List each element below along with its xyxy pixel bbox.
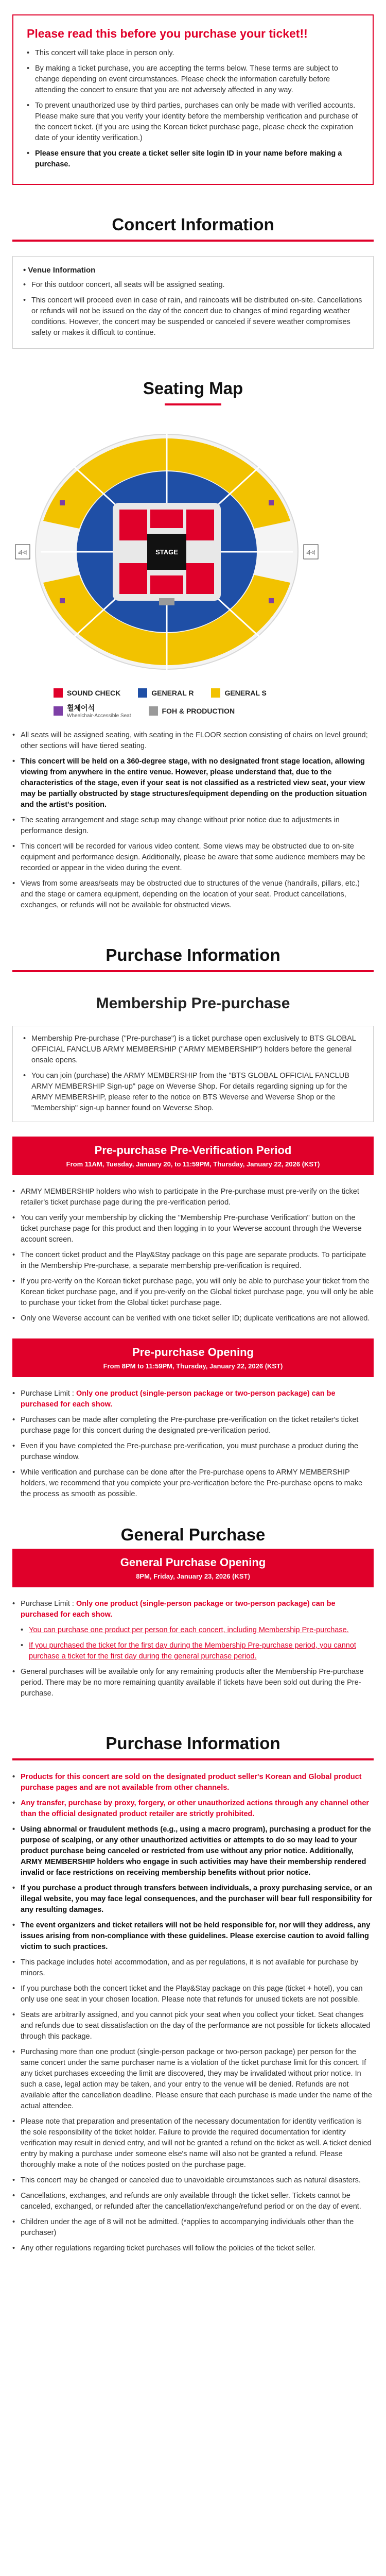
list-item: • Purchases can be made after completing the Pre-purchase pre-verification on the ticket retailer's ticket purchase page for this concert during the designated pre-verification period. <box>12 1415 374 1436</box>
general-list <box>12 1599 374 1699</box>
list-item: • To prevent unauthorized use by third parties, purchases can only be made with verified accounts. Please make sure that you verify your identity before the membership verification and purchase of the concert ticket. (If you are using the Korean ticket purchase page, please check the expiration date of your identity verification.) <box>27 100 359 144</box>
legend-item <box>54 703 131 719</box>
section-title: Concert Information <box>112 215 274 234</box>
list-item: • For this outdoor concert, all seats will be assigned seating. <box>23 280 363 291</box>
list-item: • Products for this concert are sold on the designated product seller's Korean and Global product purchase pages and are not available from other channels. <box>12 1772 374 1793</box>
legend-label: 휠체어석 Wheelchair-Accessible Seat <box>67 704 131 719</box>
legend-label: SOUND CHECK <box>67 689 121 697</box>
section-divider <box>12 970 374 972</box>
seating-map-image <box>12 423 321 681</box>
section-title: Purchase Information <box>106 945 280 964</box>
list-item: • Cancellations, exchanges, and refunds are only available through the ticket seller. Tickets cannot be canceled, exchanged, or refunded after the cancellation/exchange/refund period or on the day of event. <box>12 2191 374 2212</box>
pre-purchase-opening-bar <box>12 1338 374 1377</box>
list-item: • If you pre-verify on the Korean ticket purchase page, you will only be able to purchase your ticket from the Korean ticket purchase page, and if you pre-verify on the Global ticket purchase page, you will only be able to purchase your ticket from the Global ticket purchase page. <box>12 1276 374 1309</box>
list-item: • The event organizers and ticket retailers will not be held responsible for, nor will they address, any issues arising from non-compliance with these guidelines. Please exercise caution to avoid falling victim to such practices. <box>12 1920 374 1953</box>
side-left-label: 좌석 <box>18 551 27 556</box>
list-item: • Children under the age of 8 will not be admitted. (*applies to accompanying individuals other than the purchaser) <box>12 2217 374 2239</box>
purchase-info2-section <box>12 1704 374 2254</box>
legend-swatch <box>54 688 63 698</box>
purchase-info-section <box>12 916 374 1122</box>
section-title: General Purchase <box>120 1525 266 1544</box>
list-item: • You can purchase one product per person for each concert, including Membership Pre-purchase. <box>21 1625 374 1636</box>
list-item: • The concert ticket product and the Play&Stay package on this page are separate products. To participate in the Membership Pre-purchase, a separate membership pre-verification is required. <box>12 1250 374 1272</box>
list-item: • This concert will be recorded for various video content. Some views may be obstructed due to on-site equipment and performance design. Additionally, please be aware that some audience members may be recorded or appear in the video during the event. <box>12 841 374 874</box>
list-item: • If you purchase both the concert ticket and the Play&Stay package on this page (ticket + hotel), you can only use one seat in your chosen location. Please note that refunds for unused tickets are not possible. <box>12 1984 374 2005</box>
legend-item <box>211 688 266 698</box>
list-item: • This concert will take place in person only. <box>27 48 359 59</box>
list-item: • Any other regulations regarding ticket purchases will follow the policies of the ticket seller. <box>12 2243 374 2254</box>
opening-list <box>12 1388 374 1500</box>
membership-box <box>12 1026 374 1122</box>
seating-legend <box>54 688 374 719</box>
pre-verification-bar <box>12 1137 374 1175</box>
list-item: • Views from some areas/seats may be obstructed due to structures of the venue (handrails, pillars, etc.) and the stage or camera equipment, depending on the location of your seat. Product cancellations, exchanges, or refunds will not be available for obstructed views. <box>12 878 374 911</box>
bar-dates: From 8PM to 11:59PM, Thursday, January 22, 2026 (KST) <box>103 1362 283 1370</box>
limit-label: Purchase Limit : <box>21 1389 74 1398</box>
legend-swatch <box>211 688 220 698</box>
list-item: • All seats will be assigned seating, with seating in the FLOOR section consisting of chairs on level ground; other sections will have tiered seating. <box>12 730 374 752</box>
notice-list <box>27 48 359 170</box>
list-item <box>12 1388 374 1410</box>
list-item: • Any transfer, purchase by proxy, forgery, or other unauthorized actions through any channel other than the official designated product retailer are strictly prohibited. <box>12 1798 374 1820</box>
bar-title: General Purchase Opening <box>120 1556 266 1569</box>
legend-item <box>54 688 120 698</box>
legend-item <box>149 706 235 716</box>
list-item: • Using abnormal or fraudulent methods (e.g., using a macro program), purchasing a product for the purpose of scalping, or any other unauthorized activities or attempts to do so may lead to your product purchase being canceled or restricted from use without any prior notice. Additionally, ARMY MEMBERSHIP holders who engage in such activities may have their membership rendered invalid or face restrictions on receiving membership benefits without prior notice. <box>12 1824 374 1878</box>
section-divider <box>165 403 221 405</box>
list-item: • This concert will be held on a 360-degree stage, with no designated front stage location, allowing viewing from anywhere in the entire venue. However, please understand that, due to the characteristics of the stage, even if your seat is not classified as a restricted view seat, your view may be partially obstructed by stage structures/equipment depending on the production situation and the artist's position. <box>12 756 374 810</box>
list-item: • While verification and purchase can be done after the Pre-purchase opens to ARMY MEMBERSHIP holders, we recommend that you complete your pre-verification before the Pre-purchase opens to make the process as smooth as possible. <box>12 1467 374 1500</box>
map-notes-list <box>12 730 374 911</box>
section-divider <box>12 240 374 242</box>
purchase-info2-list <box>12 1772 374 2254</box>
list-item: • If you purchased the ticket for the first day during the Membership Pre-purchase period, you cannot purchase a ticket for the first day during the general purchase period. <box>21 1640 374 1662</box>
list-item: • By making a ticket purchase, you are accepting the terms below. These terms are subject to change depending on event circumstances. Please check the information carefully before attending the concert to ensure that you are not adversely affected in any way. <box>27 63 359 96</box>
venue-list <box>23 280 363 338</box>
list-item: • This concert may be changed or canceled due to unavoidable circumstances such as natural disasters. <box>12 2175 374 2186</box>
side-right-label: 좌석 <box>306 551 315 556</box>
venue-heading: • Venue Information <box>23 266 363 275</box>
list-item: • Membership Pre-purchase ("Pre-purchase") is a ticket purchase open exclusively to BTS GLOBAL OFFICIAL FANCLUB ARMY MEMBERSHIP ("ARMY MEMBERSHIP") holders before the general onsale opens. <box>23 1033 363 1066</box>
general-opening-bar <box>12 1549 374 1587</box>
limit-value: Only one product (single-person package or two-person package) can be purchased for each show. <box>21 1600 336 1619</box>
notice-title: Please read this before you purchase your ticket!! <box>27 27 308 40</box>
list-item: • General purchases will be available only for any remaining products after the Membership Pre-purchase period. There may be no more remaining quantity available if tickets have been sold out during the Pre-purchase. <box>12 1667 374 1699</box>
section-title: Seating Map <box>143 379 243 398</box>
list-item: • Purchasing more than one product (single-person package or two-person package) per person for the same concert under the same purchaser name is a violation of the ticket purchase limit for this concert. If any ticket purchases exceeding the limit are discovered, they may be invalidated without prior notice. In such a case, legal action may be taken, and your entry to the venue will be denied. Refunds are not available after the cancellation deadline. Please ensure that each purchase is made under the name of the actual attendee. <box>12 2047 374 2112</box>
list-item: • You can join (purchase) the ARMY MEMBERSHIP from the "BTS GLOBAL OFFICIAL FANCLUB ARMY MEMBERSHIP Sign-up" page on Weverse Shop. For details regarding signing up for the ARMY MEMBERSHIP, please refer to the notice on BTS Weverse and Weverse Shop or the "Membership" sign-up banner found on Weverse Shop. <box>23 1071 363 1114</box>
bar-title: Pre-purchase Opening <box>132 1346 254 1359</box>
list-item: • This concert will proceed even in case of rain, and raincoats will be distributed on-site. Cancellations or refunds will not be issued on the day of the concert due to changes of mind regarding weather conditions. However, the concert may be suspended or canceled if severe weather compromises safety or makes it difficult to continue. <box>23 295 363 338</box>
list-item <box>12 1599 374 1620</box>
list-item: • Even if you have completed the Pre-purchase pre-verification, you must purchase a product during the purchase window. <box>12 1441 374 1463</box>
legend-label: GENERAL S <box>224 689 267 697</box>
limit-value: Only one product (single-person package or two-person package) can be purchased for each show. <box>21 1389 336 1409</box>
list-item: • Please ensure that you create a ticket seller site login ID in your name before making a purchase. <box>27 148 359 170</box>
concert-info-section <box>12 185 374 349</box>
legend-sublabel: Wheelchair-Accessible Seat <box>67 713 131 719</box>
section-title: Purchase Information <box>106 1734 280 1753</box>
list-item: • ARMY MEMBERSHIP holders who wish to participate in the Pre-purchase must pre-verify on the ticket retailer's ticket purchase page during the pre-verification period. <box>12 1187 374 1208</box>
verification-list <box>12 1187 374 1324</box>
membership-title: Membership Pre-purchase <box>96 995 290 1012</box>
list-item: • The seating arrangement and stage setup may change without prior notice due to adjustments in performance design. <box>12 815 374 837</box>
bar-title: Pre-purchase Pre-Verification Period <box>94 1144 292 1157</box>
legend-swatch <box>138 688 147 698</box>
list-item: • You can verify your membership by clicking the "Membership Pre-purchase Verification" button on the ticket purchase page for this product and then logging in to your Weverse account through the Weverse account screen. <box>12 1213 374 1245</box>
legend-label: FOH & PRODUCTION <box>162 706 235 715</box>
venue-info-box <box>12 256 374 349</box>
limit-label: Purchase Limit : <box>21 1600 74 1608</box>
legend-swatch <box>149 706 158 716</box>
legend-swatch <box>54 706 63 716</box>
legend-label: GENERAL R <box>151 689 194 697</box>
list-item: • Please note that preparation and presentation of the necessary documentation for identity verification is the sole responsibility of the ticket holder. Failure to provide the required documentation for identity verification may result in denied entry, and will not be granted a refund on the ticket as well. A ticket denied entry by making a purchase under someone else's name will also not be granted a refund. Please thoroughly make a note of the notices posted on the purchase page. <box>12 2116 374 2171</box>
legend-item <box>138 688 194 698</box>
section-divider <box>12 1758 374 1760</box>
bar-dates: 8PM, Friday, January 23, 2026 (KST) <box>136 1572 250 1580</box>
bar-dates: From 11AM, Tuesday, January 20, to 11:59PM, Thursday, January 22, 2026 (KST) <box>66 1160 320 1168</box>
seating-map-section <box>12 349 374 719</box>
list-item: • Only one Weverse account can be verified with one ticket seller ID; duplicate verifications are not allowed. <box>12 1313 374 1324</box>
stage-label: STAGE <box>155 548 178 556</box>
list-item: • Seats are arbitrarily assigned, and you cannot pick your seat when you collect your ticket. Seat changes and refunds due to seat dissatisfaction on the day of the performance are not possible for tickets allocated through this package. <box>12 2010 374 2042</box>
notice-box <box>12 14 374 185</box>
general-purchase-section <box>12 1504 374 1699</box>
list-item: • This package includes hotel accommodation, and as per regulations, it is not available for purchase by minors. <box>12 1957 374 1979</box>
list-item: • If you purchase a product through transfers between individuals, a proxy purchasing service, or an illegal website, you may face legal consequences, and the purchaser will bear full responsibility for any resulting damages. <box>12 1883 374 1916</box>
